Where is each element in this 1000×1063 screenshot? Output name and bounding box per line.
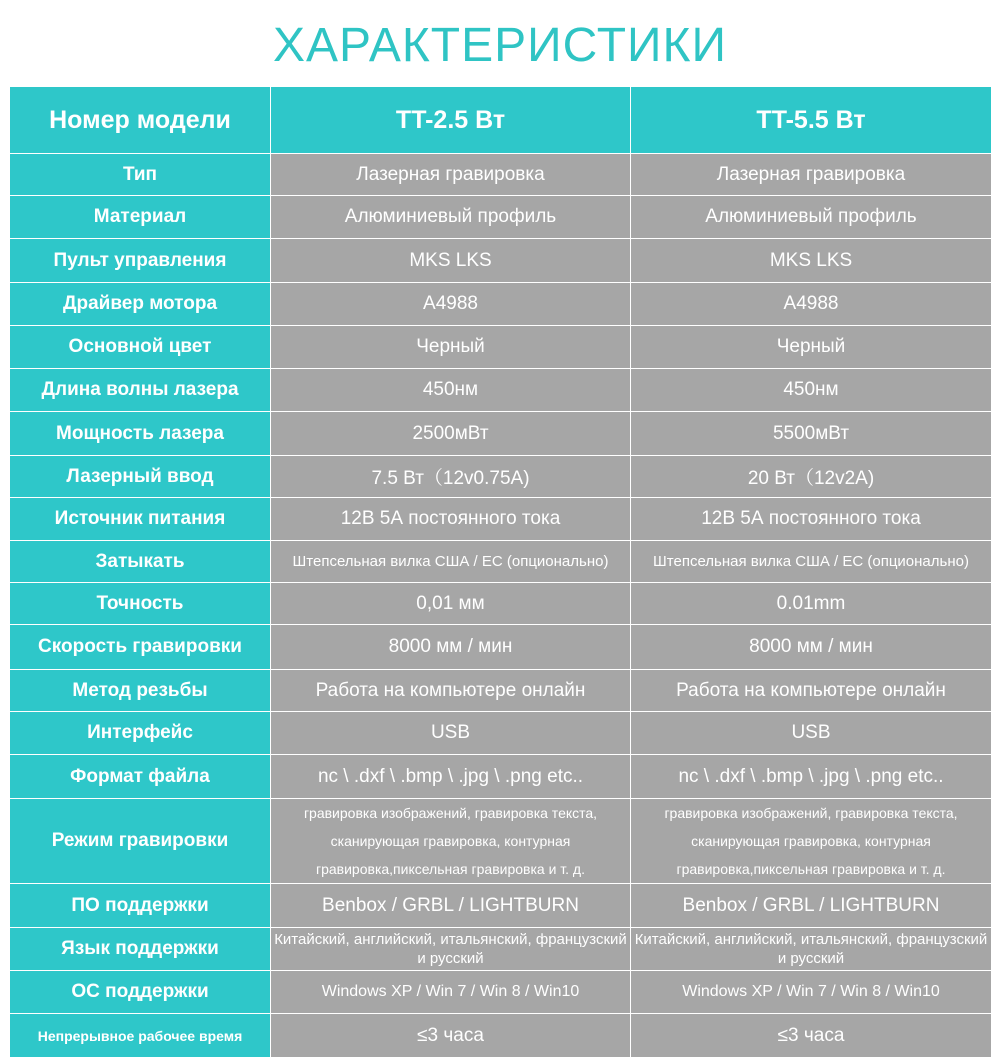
page-title: ХАРАКТЕРИСТИКИ (272, 19, 727, 72)
row-value: USB (271, 712, 631, 755)
table-row (10, 670, 992, 712)
row-label-support-software: ПО поддержки (10, 884, 271, 928)
row-label-power-supply: Источник питания (10, 498, 271, 541)
row-value: A4988 (631, 283, 992, 326)
row-value: Алюминиевый профиль (271, 196, 631, 239)
row-value: Windows XP / Win 7 / Win 8 / Win10 (271, 971, 631, 1014)
table-row (10, 625, 992, 670)
row-value: 12В 5А постоянного тока (271, 498, 631, 541)
row-value: 20 Вт（12v2A) (631, 456, 992, 498)
row-value: Черный (271, 326, 631, 369)
row-label-motor-driver: Драйвер мотора (10, 283, 271, 326)
row-label-accuracy: Точность (10, 583, 271, 625)
row-label-continuous-working-time: Непрерывное рабочее время (10, 1014, 271, 1058)
table-row (10, 712, 992, 755)
row-label-wavelength: Длина волны лазера (10, 369, 271, 412)
row-value: Windows XP / Win 7 / Win 8 / Win10 (631, 971, 992, 1014)
row-value: 8000 мм / мин (271, 625, 631, 670)
row-value: Китайский, английский, итальянский, французский и русский (271, 928, 631, 971)
table-header-row (10, 87, 992, 154)
spec-table (9, 86, 992, 1058)
row-value: MKS LKS (271, 239, 631, 283)
row-label-engraving-speed: Скорость гравировки (10, 625, 271, 670)
row-value: 450нм (271, 369, 631, 412)
row-label-laser-power: Мощность лазера (10, 412, 271, 456)
table-row (10, 154, 992, 196)
row-label-interface: Интерфейс (10, 712, 271, 755)
row-label-laser-input: Лазерный ввод (10, 456, 271, 498)
row-label-support-language: Язык поддержки (10, 928, 271, 971)
table-row (10, 928, 992, 971)
row-label-type: Тип (10, 154, 271, 196)
table-row (10, 971, 992, 1014)
row-value: Штепсельная вилка США / ЕС (опционально) (271, 541, 631, 583)
model-name-1: TT-2.5 Вт (271, 87, 631, 154)
table-row (10, 799, 992, 884)
row-label-support-os: ОС поддержки (10, 971, 271, 1014)
row-value: 5500мВт (631, 412, 992, 456)
table-row (10, 196, 992, 239)
row-value: 450нм (631, 369, 992, 412)
model-name-2: TT-5.5 Вт (631, 87, 992, 154)
row-value: 7.5 Вт（12v0.75A) (271, 456, 631, 498)
row-value: Черный (631, 326, 992, 369)
row-value: 0,01 мм (271, 583, 631, 625)
table-row (10, 583, 992, 625)
row-value: nc \ .dxf \ .bmp \ .jpg \ .png etc.. (631, 755, 992, 799)
row-value: Китайский, английский, итальянский, французский и русский (631, 928, 992, 971)
table-row (10, 283, 992, 326)
row-label-material: Материал (10, 196, 271, 239)
table-row (10, 541, 992, 583)
row-value: Лазерная гравировка (271, 154, 631, 196)
table-row (10, 239, 992, 283)
table-row (10, 498, 992, 541)
row-value: ≤3 часа (271, 1014, 631, 1058)
row-value: ≤3 часа (631, 1014, 992, 1058)
table-row (10, 326, 992, 369)
row-value: 8000 мм / мин (631, 625, 992, 670)
row-value: USB (631, 712, 992, 755)
row-label-file-format: Формат файла (10, 755, 271, 799)
row-label-main-color: Основной цвет (10, 326, 271, 369)
row-value: Штепсельная вилка США / ЕС (опционально) (631, 541, 992, 583)
row-value: Алюминиевый профиль (631, 196, 992, 239)
row-label-control-board: Пульт управления (10, 239, 271, 283)
table-row (10, 456, 992, 498)
row-value: A4988 (271, 283, 631, 326)
row-value: Benbox / GRBL / LIGHTBURN (631, 884, 992, 928)
row-value: гравировка изображений, гравировка текста, сканирующая гравировка, контурная гравировка,пиксельная гравировка и т. д. (631, 799, 992, 884)
row-label-carving-method: Метод резьбы (10, 670, 271, 712)
table-row (10, 369, 992, 412)
row-value: Работа на компьютере онлайн (631, 670, 992, 712)
row-value: MKS LKS (631, 239, 992, 283)
row-value: 0.01mm (631, 583, 992, 625)
table-row (10, 755, 992, 799)
row-label-engraving-mode: Режим гравировки (10, 799, 271, 884)
model-number-label: Номер модели (10, 87, 271, 154)
row-value: гравировка изображений, гравировка текста, сканирующая гравировка, контурная гравировка,пиксельная гравировка и т. д. (271, 799, 631, 884)
row-value: 12В 5А постоянного тока (631, 498, 992, 541)
row-value: Работа на компьютере онлайн (271, 670, 631, 712)
row-value: Benbox / GRBL / LIGHTBURN (271, 884, 631, 928)
row-value: Лазерная гравировка (631, 154, 992, 196)
table-row (10, 1014, 992, 1058)
row-label-plug: Затыкать (10, 541, 271, 583)
table-row (10, 884, 992, 928)
row-value: 2500мВт (271, 412, 631, 456)
table-row (10, 412, 992, 456)
row-value: nc \ .dxf \ .bmp \ .jpg \ .png etc.. (271, 755, 631, 799)
